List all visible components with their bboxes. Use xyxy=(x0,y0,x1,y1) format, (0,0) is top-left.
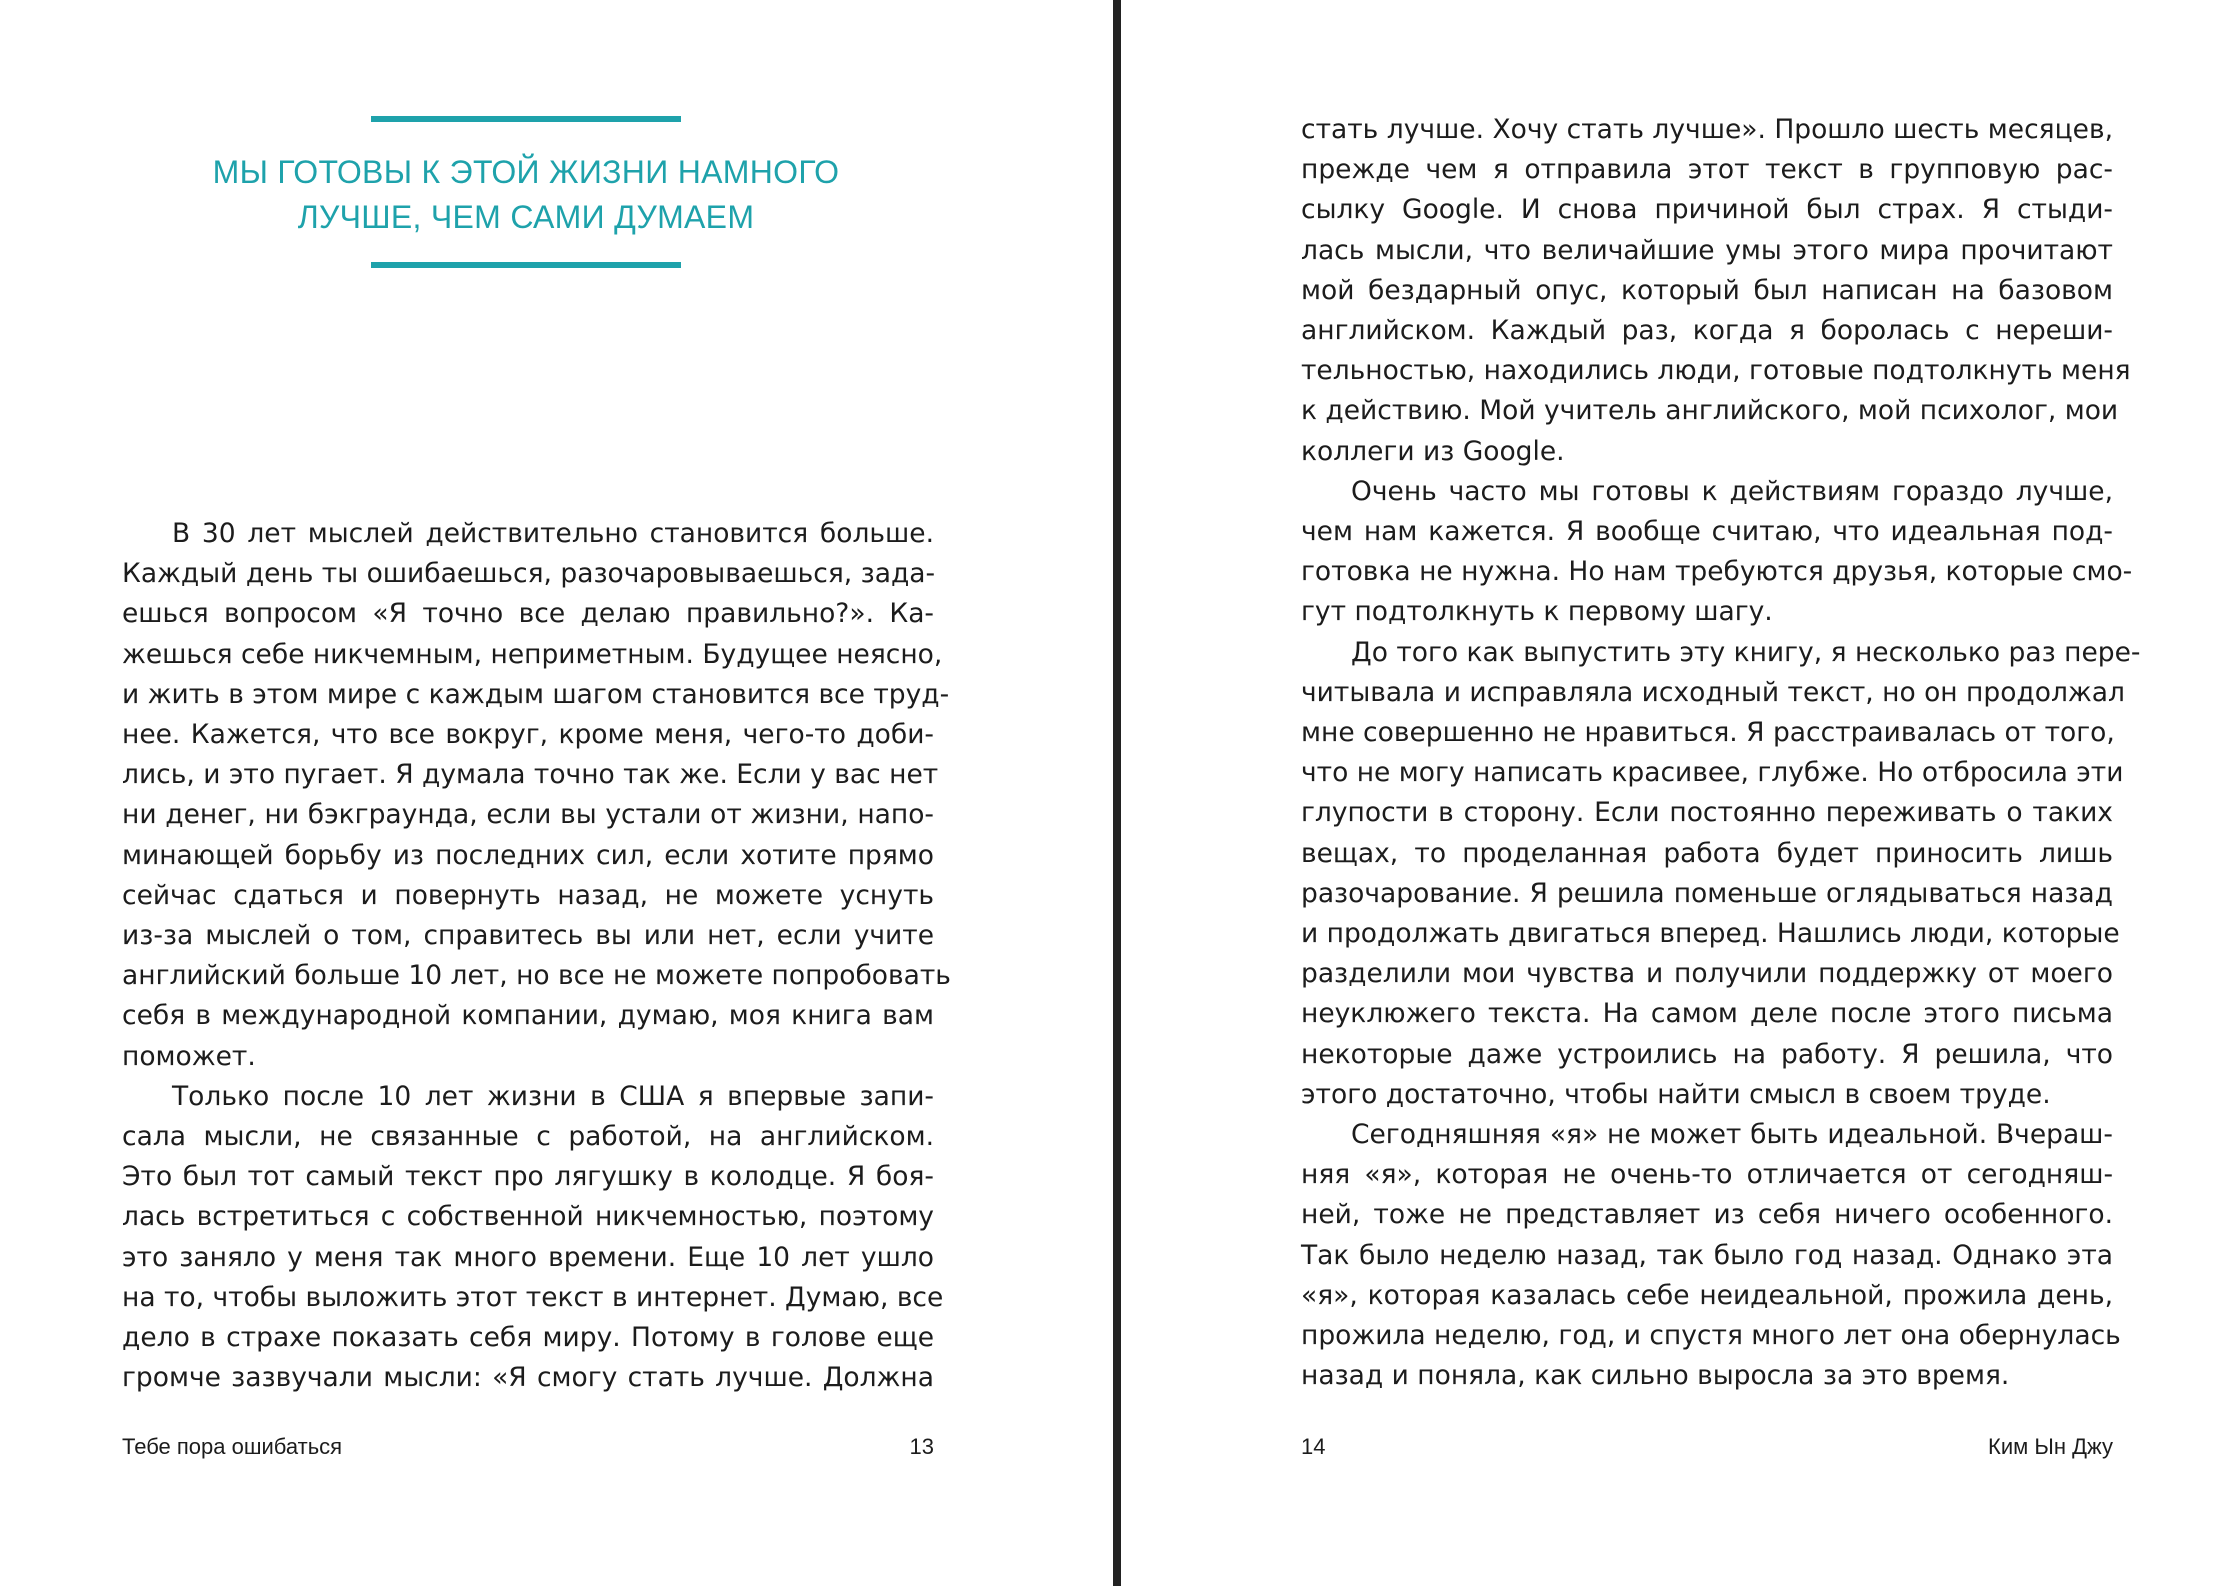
running-footer-author: Ким Ын Джу xyxy=(1988,1434,2113,1459)
text-line: минающей борьбу из последних сил, если хотите прямо xyxy=(122,839,934,871)
book-spine xyxy=(1113,0,1121,1586)
text-line: Это был тот самый текст про лягушку в колодце. Я боя- xyxy=(122,1161,934,1193)
running-footer-book-title: Тебе пора ошибаться xyxy=(122,1434,343,1459)
text-line: гут подтолкнуть к первому шагу. xyxy=(1301,596,1773,628)
text-line: некоторые даже устроились на работу. Я решила, что xyxy=(1301,1038,2113,1070)
text-line: неуклюжего текста. На самом деле после этого письма xyxy=(1301,998,2113,1030)
text-line: мой бездарный опус, который был написан на базовом xyxy=(1301,274,2113,306)
left-page-body-text xyxy=(122,514,951,1398)
text-line: глупости в сторону. Если постоянно переживать о таких xyxy=(1301,797,2113,829)
text-line: До того как выпустить эту книгу, я несколько раз пере- xyxy=(1351,636,2141,668)
text-line: из-за мыслей о том, справитесь вы или нет, если учите xyxy=(122,920,934,952)
text-line: Каждый день ты ошибаешься, разочаровываешься, зада- xyxy=(122,558,936,590)
text-line: разделили мои чувства и получили поддержку от моего xyxy=(1301,958,2113,990)
right-page-body-text xyxy=(1301,110,2141,1397)
text-line: ешься вопросом «Я точно все делаю правильно?». Ка- xyxy=(122,598,934,630)
text-line: коллеги из Google. xyxy=(1301,435,1565,467)
text-line: жешься себе никчемным, неприметным. Будущее неясно, xyxy=(122,638,943,670)
chapter-title xyxy=(160,150,892,240)
text-line: тельностью, находились люди, готовые подтолкнуть меня xyxy=(1301,355,2131,387)
text-line: вещах, то проделанная работа будет приносить лишь xyxy=(1301,837,2113,869)
text-line: разочарование. Я решила поменьше оглядываться назад xyxy=(1301,877,2113,909)
chapter-title-line-2: ЛУЧШЕ, ЧЕМ САМИ ДУМАЕМ xyxy=(297,199,755,235)
chapter-title-line-1: МЫ ГОТОВЫ К ЭТОЙ ЖИЗНИ НАМНОГО xyxy=(212,154,840,190)
text-line: лась встретиться с собственной никчемностью, поэтому xyxy=(122,1201,934,1233)
text-line: сейчас сдаться и повернуть назад, не можете уснуть xyxy=(122,879,934,911)
text-line: и продолжать двигаться вперед. Нашлись люди, которые xyxy=(1301,918,2120,950)
text-line: это заняло у меня так много времени. Еще 10 лет ушло xyxy=(122,1241,934,1273)
text-line: этого достаточно, чтобы найти смысл в своем труде. xyxy=(1301,1078,2051,1110)
page-number-left: 13 xyxy=(909,1434,934,1459)
text-line: что не могу написать красивее, глубже. Но отбросила эти xyxy=(1301,757,2124,789)
text-line: прежде чем я отправила этот текст в групповую рас- xyxy=(1301,154,2113,186)
text-line: и жить в этом мире с каждым шагом становится все труд- xyxy=(122,678,950,710)
text-line: поможет. xyxy=(122,1040,256,1072)
text-line: В 30 лет мыслей действительно становится больше. xyxy=(172,518,934,549)
text-line: дело в страхе показать себя миру. Потому в голове еще xyxy=(122,1322,934,1354)
right-page xyxy=(1124,0,2224,1586)
text-line: сылку Google. И снова причиной был страх. Я стыди- xyxy=(1301,194,2113,226)
text-line: сала мысли, не связанные с работой, на английском. xyxy=(122,1121,934,1153)
text-line: лись, и это пугает. Я думала точно так же. Если у вас нет xyxy=(122,759,939,791)
text-line: к действию. Мой учитель английского, мой психолог, мои xyxy=(1301,395,2119,427)
text-line: ни денег, ни бэкграунда, если вы устали от жизни, напо- xyxy=(122,799,934,831)
text-line: громче зазвучали мысли: «Я смогу стать лучше. Должна xyxy=(122,1362,934,1394)
text-line: стать лучше. Хочу стать лучше». Прошло шесть месяцев, xyxy=(1301,114,2113,145)
text-line: английском. Каждый раз, когда я боролась с нереши- xyxy=(1301,315,2113,347)
text-line: чем нам кажется. Я вообще считаю, что идеальная под- xyxy=(1301,516,2113,548)
text-line: Сегодняшняя «я» не может быть идеальной. Вчераш- xyxy=(1351,1119,2113,1151)
text-line: Так было неделю назад, так было год назад. Однако эта xyxy=(1301,1239,2113,1271)
chapter-rule-top xyxy=(371,116,681,122)
text-line: няя «я», которая не очень-то отличается от сегодняш- xyxy=(1301,1159,2113,1191)
text-line: Только после 10 лет жизни в США я впервые запи- xyxy=(172,1080,934,1112)
text-line: ней, тоже не представляет из себя ничего особенного. xyxy=(1301,1199,2113,1231)
text-line: нее. Кажется, что все вокруг, кроме меня, чего-то доби- xyxy=(122,719,934,751)
text-line: на то, чтобы выложить этот текст в интернет. Думаю, все xyxy=(122,1281,944,1313)
text-line: готовка не нужна. Но нам требуются друзья, которые смо- xyxy=(1301,556,2133,588)
text-line: мне совершенно не нравиться. Я расстраивалась от того, xyxy=(1301,717,2115,749)
text-line: читывала и исправляла исходный текст, но он продолжал xyxy=(1301,676,2125,708)
chapter-rule-bottom xyxy=(371,262,681,268)
text-line: лась мысли, что величайшие умы этого мира прочитают xyxy=(1301,234,2113,266)
text-line: прожила неделю, год, и спустя много лет она обернулась xyxy=(1301,1320,2121,1352)
text-line: Очень часто мы готовы к действиям гораздо лучше, xyxy=(1351,475,2113,507)
text-line: «я», которая казалась себе неидеальной, прожила день, xyxy=(1301,1279,2113,1311)
text-line: английский больше 10 лет, но все не можете попробовать xyxy=(122,960,951,992)
text-line: назад и поняла, как сильно выросла за это время. xyxy=(1301,1360,2010,1392)
page-number-right: 14 xyxy=(1301,1434,1326,1459)
text-line: себя в международной компании, думаю, моя книга вам xyxy=(122,1000,934,1032)
